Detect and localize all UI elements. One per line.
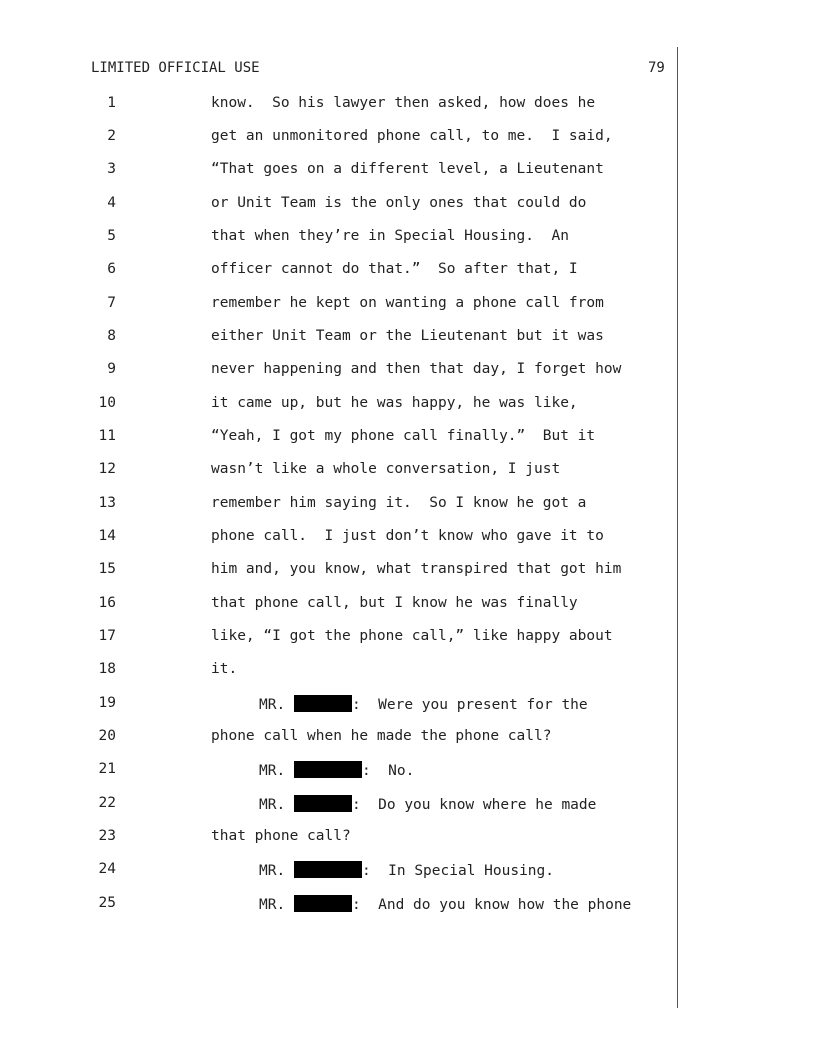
line-text	[259, 761, 414, 779]
line-text: phone call when he made the phone call?	[211, 728, 552, 744]
speaker-prefix: MR.	[259, 763, 286, 779]
line-text: know. So his lawyer then asked, how does he	[211, 95, 596, 111]
line-text: get an unmonitored phone call, to me. I said,	[211, 128, 613, 144]
line-number: 13	[98, 495, 116, 511]
line-text: that when they’re in Special Housing. An	[211, 228, 569, 244]
line-remainder: : No.	[361, 763, 415, 779]
line-number: 12	[98, 461, 116, 477]
line-number: 23	[98, 828, 116, 844]
line-text: wasn’t like a whole conversation, I just	[211, 461, 561, 477]
redaction-box	[294, 795, 352, 812]
line-number: 15	[98, 561, 116, 577]
line-text: that phone call, but I know he was finally	[211, 595, 578, 611]
line-text: remember he kept on wanting a phone call from	[211, 295, 604, 311]
line-number: 16	[98, 595, 116, 611]
page-number: 79	[648, 60, 665, 76]
redaction-box	[294, 761, 362, 778]
line-text	[259, 695, 588, 713]
line-text: it.	[211, 661, 238, 677]
line-number: 17	[98, 628, 116, 644]
line-number: 9	[107, 361, 116, 377]
line-number: 20	[98, 728, 116, 744]
right-margin-line	[677, 47, 678, 1008]
line-number: 2	[107, 128, 116, 144]
line-number: 5	[107, 228, 116, 244]
line-number: 14	[98, 528, 116, 544]
redaction-box	[294, 695, 352, 712]
line-text: remember him saying it. So I know he got a	[211, 495, 587, 511]
line-text: “Yeah, I got my phone call finally.” But it	[211, 428, 596, 444]
line-number: 19	[98, 695, 116, 711]
line-number: 22	[98, 795, 116, 811]
line-text: officer cannot do that.” So after that, I	[211, 261, 578, 277]
speaker-prefix: MR.	[259, 863, 286, 879]
line-text	[259, 895, 631, 913]
line-number: 7	[107, 295, 116, 311]
line-number: 10	[98, 395, 116, 411]
line-text: or Unit Team is the only ones that could do	[211, 195, 587, 211]
redaction-box	[294, 861, 362, 878]
line-number: 24	[98, 861, 116, 877]
speaker-prefix: MR.	[259, 697, 286, 713]
header-classification: LIMITED OFFICIAL USE	[91, 60, 260, 76]
redaction-box	[294, 895, 352, 912]
line-text: him and, you know, what transpired that got him	[211, 561, 622, 577]
speaker-prefix: MR.	[259, 897, 286, 913]
line-number: 4	[107, 195, 116, 211]
line-number: 6	[107, 261, 116, 277]
line-remainder: : And do you know how the phone	[351, 897, 632, 913]
line-number: 8	[107, 328, 116, 344]
line-text: like, “I got the phone call,” like happy about	[211, 628, 613, 644]
line-number: 3	[107, 161, 116, 177]
line-text: never happening and then that day, I forget how	[211, 361, 622, 377]
line-number: 18	[98, 661, 116, 677]
line-text: it came up, but he was happy, he was like,	[211, 395, 578, 411]
line-number: 25	[98, 895, 116, 911]
line-text: phone call. I just don’t know who gave it to	[211, 528, 604, 544]
speaker-prefix: MR.	[259, 797, 286, 813]
line-remainder: : Were you present for the	[351, 697, 588, 713]
line-remainder: : Do you know where he made	[351, 797, 597, 813]
line-number: 21	[98, 761, 116, 777]
line-number: 11	[98, 428, 116, 444]
line-text: either Unit Team or the Lieutenant but it was	[211, 328, 604, 344]
line-text	[259, 795, 596, 813]
line-text: that phone call?	[211, 828, 351, 844]
line-number: 1	[107, 95, 116, 111]
line-text: “That goes on a different level, a Lieutenant	[211, 161, 604, 177]
line-remainder: : In Special Housing.	[361, 863, 554, 879]
line-text	[259, 861, 554, 879]
